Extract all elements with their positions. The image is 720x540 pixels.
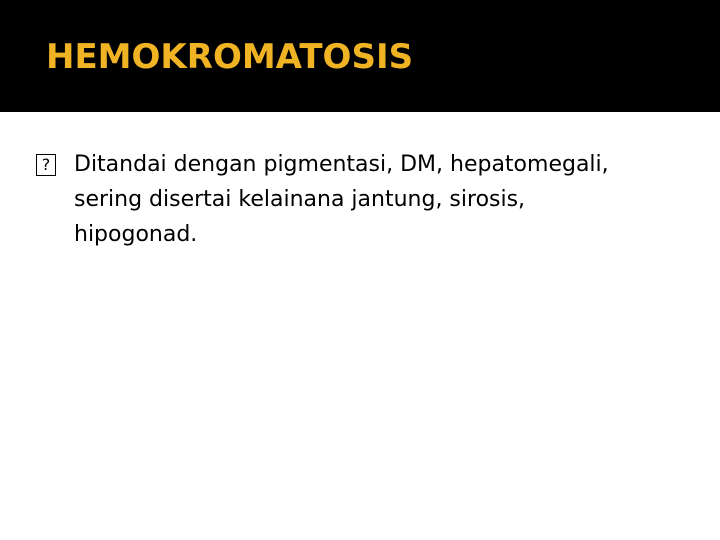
- slide-title: HEMOKROMATOSIS: [46, 37, 414, 77]
- bullet-item: [36, 147, 636, 252]
- slide-body: [36, 147, 636, 252]
- bullet-icon: ?: [36, 154, 56, 176]
- bullet-text: Ditandai dengan pigmentasi, DM, hepatomegali, sering disertai kelainana jantung, sirosis, hipogonad.: [74, 152, 609, 247]
- title-bar: [0, 0, 720, 112]
